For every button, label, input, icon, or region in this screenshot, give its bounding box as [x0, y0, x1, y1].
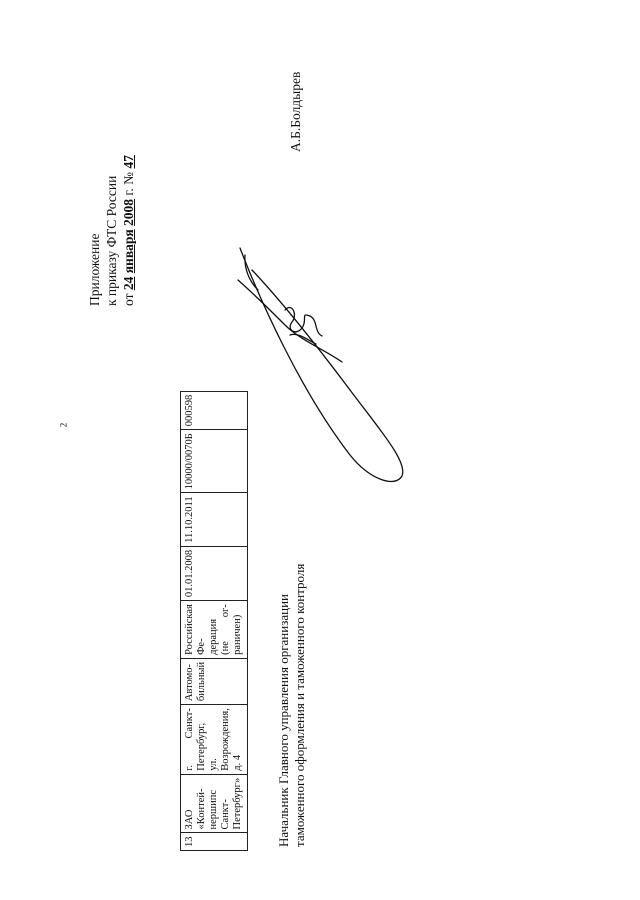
signatory-name: А.Б.Болдырев [288, 71, 303, 152]
cell-certificate-number: 000598 [181, 391, 248, 430]
annex-line-1: Приложение [87, 233, 102, 306]
cell-registration-code: 10000/0070Б [181, 430, 248, 493]
handwritten-signature-icon [230, 240, 420, 500]
cell-number: 13 [181, 833, 248, 851]
annex-header [86, 26, 137, 306]
annex-year-suffix: г. № [121, 168, 136, 199]
cell-date-from: 01.01.2008 [181, 546, 248, 600]
annex-year: 2008 [121, 198, 136, 226]
signatory-title-line-1: Начальник Главного управления организации [276, 594, 291, 847]
page-number: 2 [58, 422, 69, 428]
cell-territory: Российская Фе-дерация (не ог-раничен) [181, 601, 248, 659]
cell-transport-type: Автомо-бильный [181, 658, 248, 704]
annex-order-number: 47 [121, 155, 136, 169]
cell-address: г. Санкт-Петербург, ул. Возрождения, д. 4 [181, 705, 248, 775]
annex-date-prefix: от [121, 290, 136, 306]
annex-date-line [120, 26, 137, 306]
annex-line-2: к приказу ФТС России [104, 175, 119, 306]
signatory-title [276, 517, 308, 847]
cell-company-name: ЗАО «Контей-нершипс Санкт-Петербург» [181, 774, 248, 833]
cell-date-to: 11.10.2011 [181, 493, 248, 546]
annex-month: января [121, 229, 136, 274]
annex-day: 24 [121, 276, 136, 291]
signatory-title-line-2: таможенного оформления и таможенного контроля [292, 563, 307, 847]
